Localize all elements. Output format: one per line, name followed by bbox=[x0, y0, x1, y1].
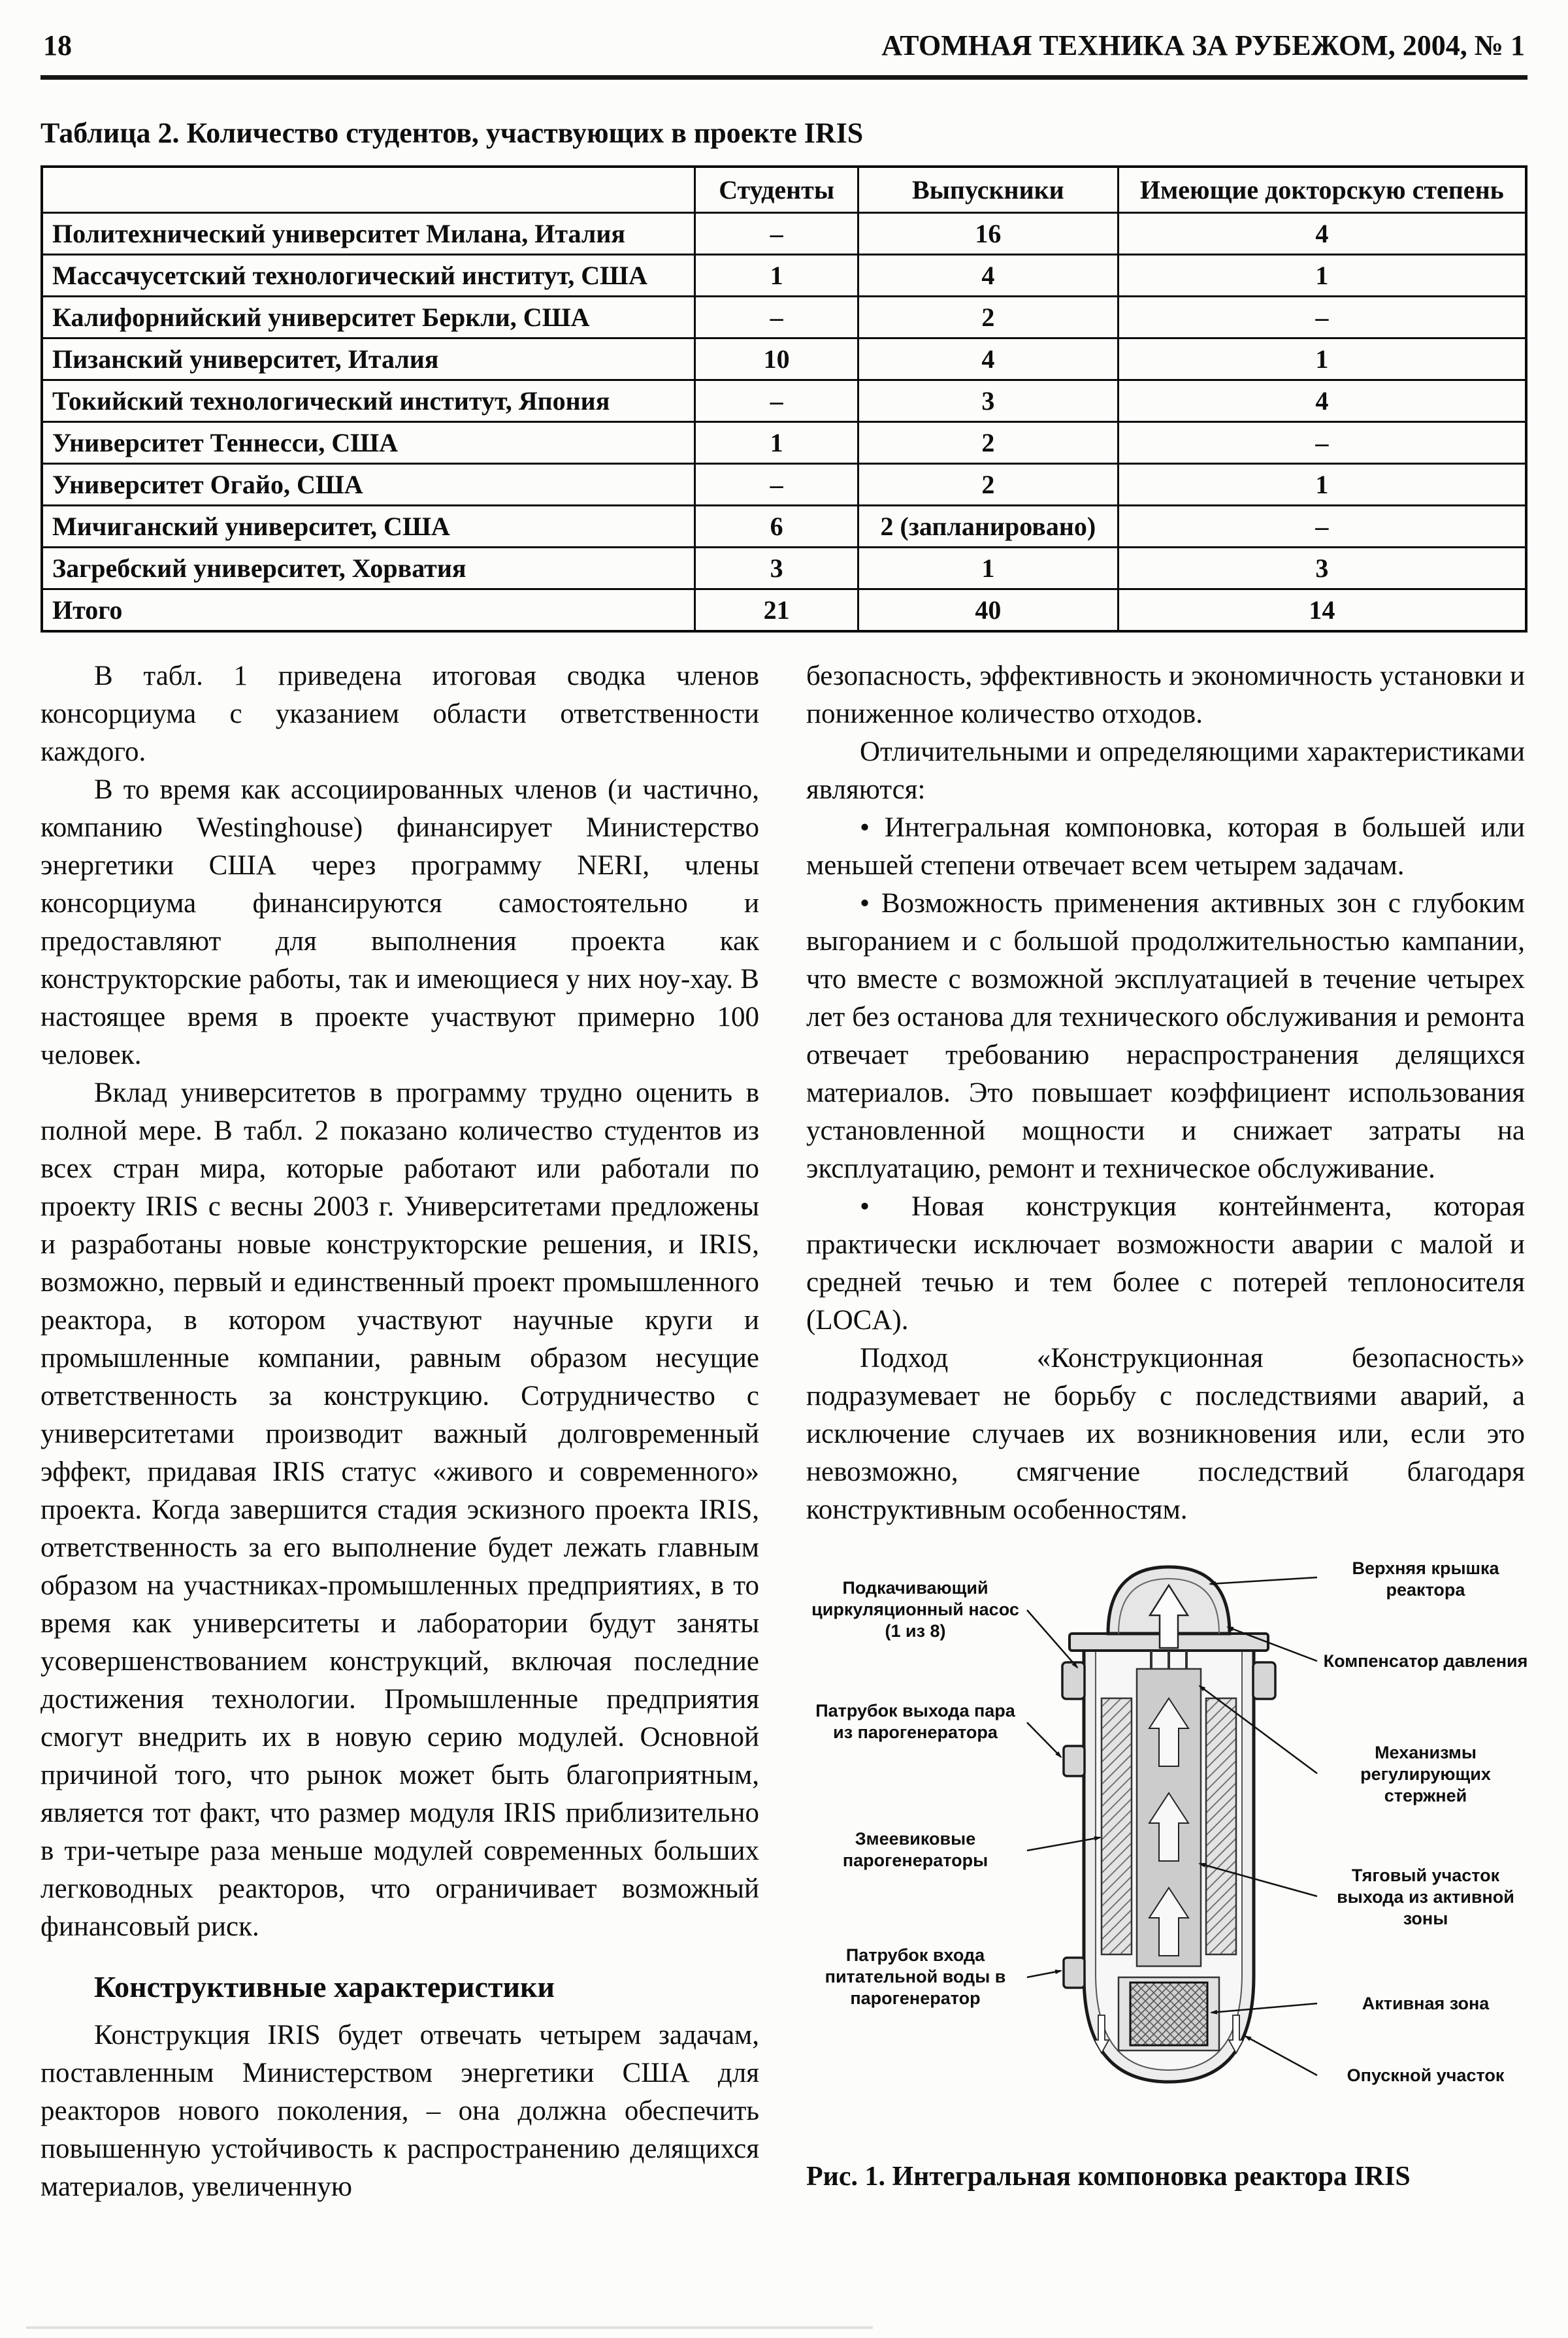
article-body bbox=[41, 657, 1527, 2206]
total-doctors-cell: 14 bbox=[1118, 589, 1526, 632]
university-cell: Загребский университет, Хорватия bbox=[42, 548, 695, 589]
doctors-cell: 1 bbox=[1118, 255, 1526, 297]
paragraph: В табл. 1 приведена итоговая сводка членов консорциума с указанием области ответственности каждого. bbox=[41, 661, 759, 767]
doctors-cell: 1 bbox=[1118, 338, 1526, 380]
label-riser: Тяговый участок выхода из активной зоны bbox=[1337, 1866, 1514, 1928]
graduates-cell: 2 bbox=[858, 297, 1119, 338]
label-top-head: Верхняя крышка реактора bbox=[1352, 1558, 1499, 1600]
table-row bbox=[42, 338, 1526, 380]
feedwater-inlet-nozzle bbox=[1064, 1958, 1085, 1988]
table-row bbox=[42, 213, 1526, 255]
university-cell: Университет Огайо, США bbox=[42, 464, 695, 506]
graduates-cell: 4 bbox=[858, 255, 1119, 297]
graduates-cell: 16 bbox=[858, 213, 1119, 255]
total-students-cell: 21 bbox=[695, 589, 858, 632]
total-graduates-cell: 40 bbox=[858, 589, 1119, 632]
leader-line-feedwater bbox=[1027, 1971, 1061, 1977]
steam-outlet-nozzle bbox=[1064, 1746, 1085, 1776]
table-row bbox=[42, 422, 1526, 464]
table-total-row bbox=[42, 589, 1526, 632]
table-title: Таблица 2. Количество студентов, участвующих в проекте IRIS bbox=[41, 117, 864, 149]
doctors-cell: – bbox=[1118, 506, 1526, 548]
paragraph: безопасность, эффективность и экономичность установки и пониженное количество отходов. bbox=[806, 661, 1525, 729]
section-heading: Конструктивные характеристики bbox=[94, 1970, 555, 2003]
steam-generator-left bbox=[1102, 1698, 1132, 1954]
figure-caption: Рис. 1. Интегральная компоновка реактора IRIS bbox=[806, 2162, 1411, 2192]
page-number: 18 bbox=[43, 29, 72, 61]
circulation-pump-right bbox=[1253, 1662, 1275, 1699]
university-cell: Массачусетский технологический институт, США bbox=[42, 255, 695, 297]
paragraph: В то время как ассоциированных членов (и частично, компанию Westinghouse) финансирует Министерство энергетики США через программу NERI, члены консорциума финансируются самостоятельно и предоставляют для выполнения проекта как конструкторские работы, так и имеющиеся у них ноу-хау. В настоящее время в проекте участвуют примерно 100 человек. bbox=[41, 774, 759, 1070]
label-control-rods: Механизмы регулирующих стержней bbox=[1360, 1743, 1491, 1805]
label-feedwater-inlet: Патрубок входа питательной воды в парогенератор bbox=[825, 1945, 1006, 2008]
students-cell: – bbox=[695, 464, 858, 506]
label-core: Активная зона bbox=[1362, 1994, 1490, 2013]
university-cell: Мичиганский университет, США bbox=[42, 506, 695, 548]
doctors-cell: 1 bbox=[1118, 464, 1526, 506]
students-cell: 1 bbox=[695, 422, 858, 464]
students-cell: – bbox=[695, 380, 858, 422]
circulation-pump-left bbox=[1062, 1662, 1085, 1699]
label-steam-outlet: Патрубок выхода пара из парогенератора bbox=[815, 1701, 1015, 1742]
table-row bbox=[42, 380, 1526, 422]
journal-title: АТОМНАЯ ТЕХНИКА ЗА РУБЕЖОМ, 2004, № 1 bbox=[881, 29, 1525, 61]
table-row bbox=[42, 548, 1526, 589]
doctors-cell: 3 bbox=[1118, 548, 1526, 589]
doctors-cell: – bbox=[1118, 422, 1526, 464]
label-steam-generators: Змеевиковые парогенераторы bbox=[842, 1829, 988, 1870]
reactor-core bbox=[1130, 1983, 1207, 2045]
graduates-cell: 2 bbox=[858, 422, 1119, 464]
graduates-cell: 2 (запланировано) bbox=[858, 506, 1119, 548]
university-cell: Калифорнийский университет Беркли, США bbox=[42, 297, 695, 338]
university-cell: Токийский технологический институт, Япония bbox=[42, 380, 695, 422]
doctors-cell: – bbox=[1118, 297, 1526, 338]
students-cell: 10 bbox=[695, 338, 858, 380]
table-row bbox=[42, 255, 1526, 297]
steam-generator-right bbox=[1206, 1698, 1236, 1954]
graduates-cell: 3 bbox=[858, 380, 1119, 422]
left-column bbox=[41, 657, 759, 2206]
leader-line-downcomer bbox=[1245, 2036, 1317, 2075]
paragraph: Вклад университетов в программу трудно оценить в полной мере. В табл. 2 показано количество студентов из всех стран мира, которые работают или работали по проекту IRIS с весны 2003 г. Университетами предложены и разработаны новые конструкторские решения, и IRIS, возможно, первый и единственный проект промышленного реактора, в котором участвуют научные круги и промышленные компании, равным образом несущие ответственность за конструкцию. Сотрудничество с университетами производит важный долговременный эффект, придавая IRIS статус «живого и современного» проекта. Когда завершится стадия эскизного проекта IRIS, ответственность за его выполнение будет лежать главным образом на участниках-промышленных предприятиях, в то время как университеты и лаборатории будут заняты усовершенствованием конструкций, включая последние достижения технологии. Промышленные предприятия смогут внедрить их в новую серию модулей. Основной причиной того, что рынок может быть благоприятным, является тот факт, что размер модуля IRIS приблизительно в три-четыре раза меньше модулей современных больших легководных реакторов, что ограничивает возможный финансовый риск. bbox=[41, 1078, 759, 1942]
table-row bbox=[42, 464, 1526, 506]
graduates-cell: 4 bbox=[858, 338, 1119, 380]
page-header bbox=[41, 20, 1527, 80]
column-header-doctors: Имеющие докторскую степень bbox=[1118, 167, 1526, 213]
bullet-item: • Возможность применения активных зон с глубоким выгоранием и с большой продолжительностью кампании, что вместе с возможной эксплуатацией в течение четырех лет без останова для технического обслуживания и ремонта отвечает требованию нераспространения делящихся материалов. Это повышает коэффициент использования установленной мощности и снижает затраты на эксплуатацию, ремонт и техническое обслуживание. bbox=[806, 888, 1525, 1184]
table-header-row bbox=[42, 167, 1526, 213]
label-pressurizer: Компенсатор давления bbox=[1323, 1651, 1528, 1671]
scan-edge-artifact bbox=[26, 2326, 873, 2329]
reactor-figure bbox=[806, 1558, 1528, 2133]
paragraph: Подход «Конструкционная безопасность» подразумевает не борьбу с последствиями аварий, а исключение случаев их возникновения или, если это невозможно, смягчение последствий благодаря конструктивным особенностям. bbox=[806, 1343, 1525, 1525]
graduates-cell: 2 bbox=[858, 464, 1119, 506]
right-column bbox=[806, 657, 1528, 2206]
graduates-cell: 1 bbox=[858, 548, 1119, 589]
university-cell: Пизанский университет, Италия bbox=[42, 338, 695, 380]
students-cell: – bbox=[695, 297, 858, 338]
label-circulation-pump: Подкачивающий циркуляционный насос (1 из 8) bbox=[811, 1578, 1019, 1641]
table-corner-cell bbox=[42, 167, 695, 213]
column-header-graduates: Выпускники bbox=[858, 167, 1119, 213]
paragraph: Конструкция IRIS будет отвечать четырем задачам, поставленным Министерством энергетики США для реакторов нового поколения, – она должна обеспечить повышенную устойчивость к распространению делящихся материалов, увеличенную bbox=[41, 2020, 759, 2202]
students-cell: 1 bbox=[695, 255, 858, 297]
column-header-students: Студенты bbox=[695, 167, 858, 213]
bullet-item: • Интегральная компоновка, которая в большей или меньшей степени отвечает всем четырем задачам. bbox=[806, 812, 1525, 881]
doctors-cell: 4 bbox=[1118, 213, 1526, 255]
total-label-cell: Итого bbox=[42, 589, 695, 632]
students-cell: – bbox=[695, 213, 858, 255]
doctors-cell: 4 bbox=[1118, 380, 1526, 422]
table-row bbox=[42, 297, 1526, 338]
leader-line-steam-outlet bbox=[1027, 1722, 1061, 1757]
paragraph: Отличительными и определяющими характеристиками являются: bbox=[806, 736, 1525, 805]
table-row bbox=[42, 506, 1526, 548]
university-cell: Университет Теннесси, США bbox=[42, 422, 695, 464]
students-cell: 6 bbox=[695, 506, 858, 548]
students-table bbox=[41, 165, 1527, 633]
leader-line-top-head bbox=[1210, 1577, 1317, 1584]
bullet-item: • Новая конструкция контейнмента, которая практически исключает возможности аварии с малой и средней течью и тем более с потерей теплоносителя (LOCA). bbox=[806, 1191, 1525, 1336]
students-cell: 3 bbox=[695, 548, 858, 589]
university-cell: Политехнический университет Милана, Италия bbox=[42, 213, 695, 255]
label-downcomer: Опускной участок bbox=[1347, 2066, 1505, 2085]
